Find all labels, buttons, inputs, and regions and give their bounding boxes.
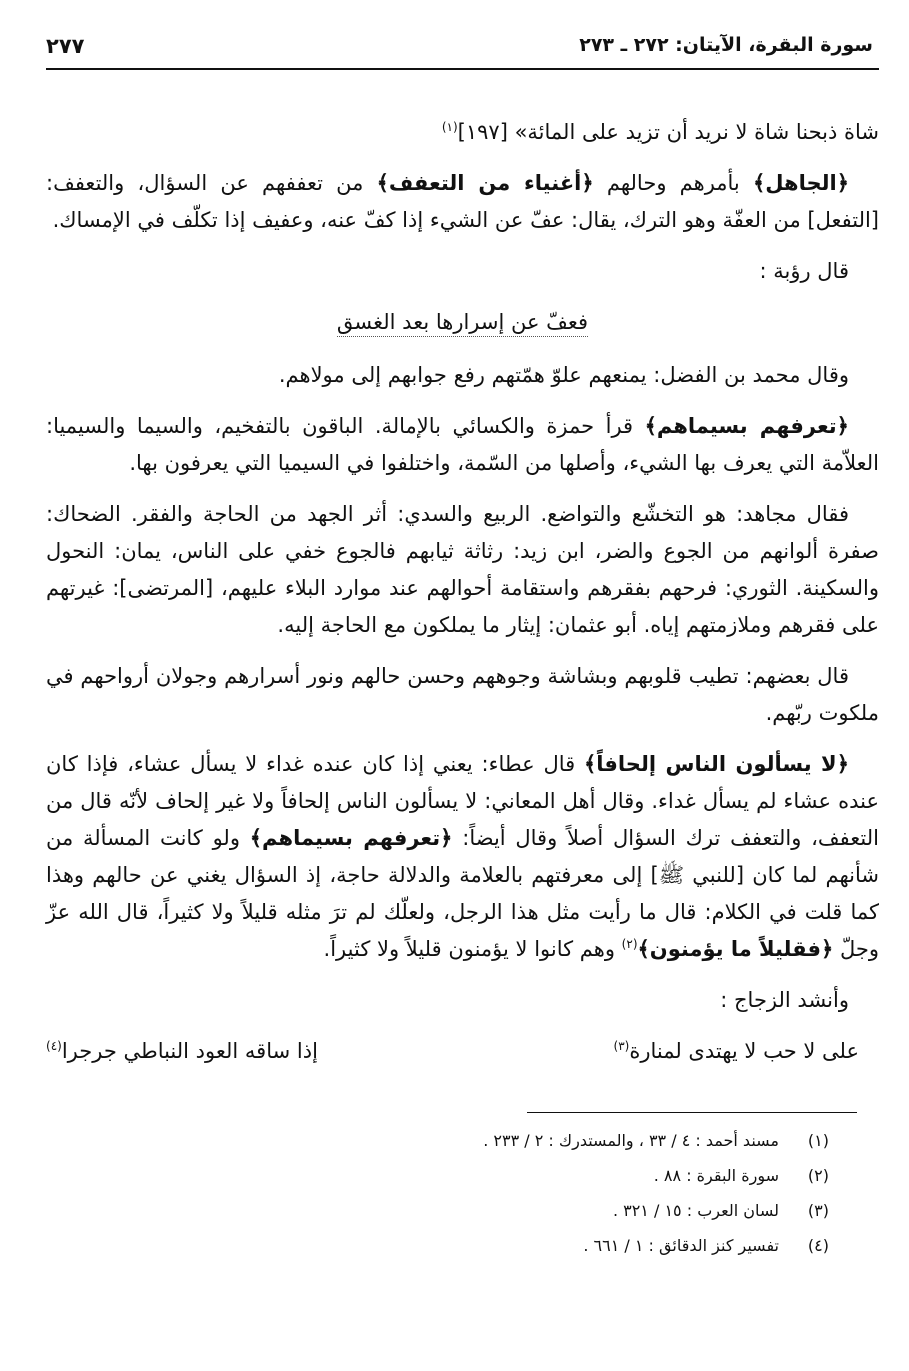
footnote-number: (١) xyxy=(807,1131,829,1150)
verse-second-hemistich xyxy=(46,1033,318,1070)
paragraph-text: قال رؤبة : xyxy=(759,259,849,283)
footnote-text: تفسير كنز الدقائق : ١ / ٦٦١ . xyxy=(583,1236,779,1255)
footnote-separator xyxy=(527,1112,857,1113)
paragraph-text: قال بعضهم: تطيب قلوبهم وبشاشة وجوههم وحسن حالهم ونور أسرارهم وجولان أرواحهم في ملكوت ربّهم. xyxy=(46,664,879,725)
verse-line xyxy=(46,304,879,341)
footnote xyxy=(46,1158,829,1193)
quran-quote: ﴿فقليلاً ما يؤمنون﴾ xyxy=(637,937,834,961)
quran-quote: ﴿تعرفهم بسيماهم﴾ xyxy=(249,826,453,850)
quran-quote: ﴿الجاهل﴾ xyxy=(752,171,850,195)
paragraph xyxy=(46,746,879,968)
paragraph-text: قرأ حمزة والكسائي بالإمالة. الباقون بالتفخيم، والسيما والسيميا: العلاّمة التي يعرف بها الشيء، وأصلها من السّمة، واختلفوا في السيميا التي يعرفون بها. xyxy=(46,414,879,475)
paragraph-text: فقال مجاهد: هو التخشّع والتواضع. الربيع والسدي: أثر الجهد من الحاجة والفقر. الضحاك: صفرة ألوانهم من الجوع والضر، ابن زيد: رثاثة ثيابهم فالجوع خفي على الناس، يمان: النحول والسكينة. الثوري: فرحهم بفقرهم واستقامة أحوالهم عند موارد البلاء عليهم، [المرتضى]: غيرتهم على فقرهم وملازمتهم إياه. أبو عثمان: إيثار ما يملكون مع الحاجة إليه. xyxy=(46,502,879,637)
paragraph xyxy=(46,357,879,394)
paragraph xyxy=(46,408,879,482)
footnote-ref[interactable]: (٢) xyxy=(621,937,638,951)
running-title: سورة البقرة، الآيتان: ٢٧٢ ـ ٢٧٣ xyxy=(579,34,873,56)
paragraph-text: قال عطاء: يعني إذا كان عنده غداء لا يسأل عشاء، فإذا كان عنده عشاء لم يسأل غداء. وقال أهل المعاني: لا يسألون الناس إلحافاً ولا غير إلحاف لأنّه قال من التعفف، والتعفف ترك السؤال أصلاً وقال أيضاً: xyxy=(46,752,879,850)
paragraph-text: وقال محمد بن الفضل: يمنعهم علوّ همّتهم رفع جوابهم إلى مولاهم. xyxy=(278,363,849,387)
footnote xyxy=(46,1228,829,1263)
verse-first-text: على لا حب لا يهتدى لمنارة xyxy=(629,1039,859,1063)
paragraph-text: وأنشد الزجاج : xyxy=(720,988,849,1012)
footnote-text: مسند أحمد : ٤ / ٣٣ ، والمستدرك : ٢ / ٢٣٣ . xyxy=(483,1131,779,1150)
footnote xyxy=(46,1123,829,1158)
paragraph-text: وهم كانوا لا يؤمنون قليلاً ولا كثيراً. xyxy=(323,937,622,961)
main-text xyxy=(46,114,879,1263)
paragraph-text: من تعففهم عن السؤال، والتعفف: [التفعل] من العفّة وهو الترك، يقال: عفّ عن الشيء إذا كفّ عنه، وعفيف إذا تكلّف في الإمساك. xyxy=(46,171,879,232)
page-header xyxy=(46,28,879,68)
paragraph-text: بأمرهم وحالهم xyxy=(593,171,753,195)
document-page xyxy=(46,28,879,1371)
paragraph-group xyxy=(46,357,879,1019)
footnote-text: سورة البقرة : ٨٨ . xyxy=(653,1166,779,1185)
footnote-number: (٤) xyxy=(807,1236,829,1255)
paragraph xyxy=(46,253,879,290)
paragraph xyxy=(46,982,879,1019)
footnote-ref[interactable]: (٤) xyxy=(46,1039,62,1053)
verse-first-hemistich xyxy=(614,1033,860,1070)
header-rule xyxy=(46,68,879,70)
quran-quote: ﴿لا يسألون الناس إلحافاً﴾ xyxy=(583,752,849,776)
footnote-number: (٢) xyxy=(807,1166,829,1185)
paragraph-text: شاة ذبحنا شاة لا نريد أن تزيد على المائة» [١٩٧] xyxy=(457,120,879,144)
paragraph-text: ولو كانت المسألة من شأنهم لما كان [للنبي ﷺ] إلى معرفتهم بالعلامة والدلالة حاجة، إذ السؤال يغني عن حالهم وهذا كما قلت في الكلام: قال ما رأيت مثل هذا الرجل، ولعلّك لم ترَ مثله قليلاً ولا كثيراً، قال الله عزّ وجلّ xyxy=(46,826,879,961)
paragraph xyxy=(46,658,879,732)
verse-second-text: إذا ساقه العود النباطي جرجرا xyxy=(61,1039,318,1063)
footnote-ref[interactable]: (١) xyxy=(441,120,458,134)
footnote-text: لسان العرب : ١٥ / ٣٢١ . xyxy=(612,1201,779,1220)
footnote xyxy=(46,1193,829,1228)
paragraph-group xyxy=(46,114,879,290)
verse-couplet xyxy=(46,1033,879,1070)
verse-text: فعفّ عن إسرارها بعد الغسق xyxy=(337,310,588,337)
paragraph xyxy=(46,165,879,239)
page-number: ٢٧٧ xyxy=(46,34,85,58)
footnote-ref[interactable]: (٣) xyxy=(613,1039,630,1053)
quran-quote: ﴿تعرفهم بسيماهم﴾ xyxy=(644,414,849,438)
paragraph xyxy=(46,496,879,644)
footnote-number: (٣) xyxy=(807,1201,829,1220)
quran-quote: ﴿أغنياء من التعفف﴾ xyxy=(376,171,594,195)
paragraph xyxy=(46,114,879,151)
footnotes xyxy=(46,1123,879,1263)
